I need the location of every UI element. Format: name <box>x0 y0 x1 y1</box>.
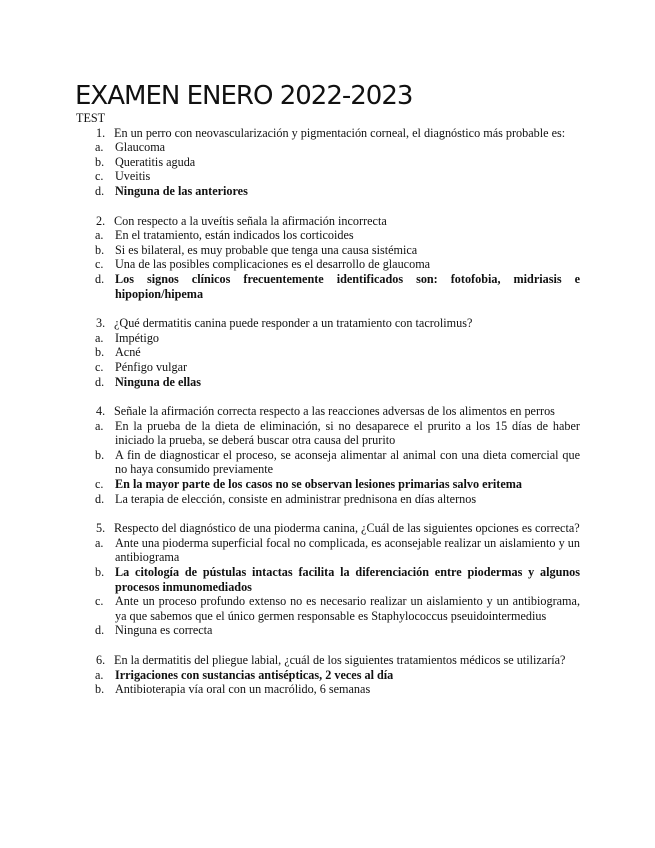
option-letter: c. <box>95 477 104 492</box>
question-number: 1. <box>96 125 106 140</box>
option-text: Los signos clínicos frecuentemente identificados son: fotofobia, midriasis e hipopion/hipema <box>115 271 580 301</box>
option-letter: b. <box>95 565 105 580</box>
spacer <box>76 389 580 404</box>
option-text: Impétigo <box>115 330 160 345</box>
option-d-correct <box>76 375 580 390</box>
option-d-correct <box>76 272 580 301</box>
question-number: 2. <box>96 213 106 228</box>
option-letter: d. <box>95 491 105 506</box>
question-text: En la dermatitis del pliegue labial, ¿cuál de los siguientes tratamientos médicos se utilizaría? <box>114 653 566 667</box>
question-text: Respecto del diagnóstico de una pioderma canina, ¿Cuál de las siguientes opciones es correcta? <box>114 521 580 536</box>
option-letter: c. <box>95 594 104 609</box>
option-c <box>76 169 580 184</box>
question-5-options <box>76 536 580 638</box>
option-text: La citología de pústulas intactas facilita la diferenciación entre piodermas y algunos procesos inmunomediados <box>115 565 580 594</box>
option-b <box>76 448 580 477</box>
option-b <box>76 243 580 258</box>
option-letter: a. <box>95 535 104 550</box>
question-text: En un perro con neovascularización y pigmentación corneal, el diagnóstico más probable es: <box>114 125 566 140</box>
question-4 <box>76 404 580 419</box>
question-2-options <box>76 228 580 301</box>
option-letter: c. <box>95 257 104 272</box>
option-text: La terapia de elección, consiste en administrar prednisona en días alternos <box>115 491 477 506</box>
question-2 <box>76 214 580 229</box>
option-letter: a. <box>95 140 104 155</box>
option-text: Pénfigo vulgar <box>115 359 188 374</box>
question-3 <box>76 316 580 331</box>
option-c <box>76 594 580 623</box>
option-text: Acné <box>115 345 141 360</box>
spacer <box>76 638 580 653</box>
option-text: Ante un proceso profundo extenso no es necesario realizar un aislamiento y un antibiograma, ya que sabemos que el único germen responsable es Staphylococcus pseuidointermedius <box>115 594 580 623</box>
option-c-correct <box>76 477 580 492</box>
option-text: Una de las posibles complicaciones es el desarrollo de glaucoma <box>115 257 431 272</box>
question-number: 4. <box>96 404 106 419</box>
option-c <box>76 257 580 272</box>
spacer <box>76 301 580 316</box>
option-text: En el tratamiento, están indicados los corticoides <box>115 228 354 243</box>
option-letter: a. <box>95 228 104 243</box>
option-letter: b. <box>95 154 105 169</box>
option-a <box>76 140 580 155</box>
option-letter: a. <box>95 667 104 682</box>
option-letter: d. <box>95 623 105 638</box>
question-number: 6. <box>96 653 106 667</box>
option-letter: b. <box>95 447 105 462</box>
option-letter: d. <box>95 374 105 389</box>
option-text: Ninguna de las anteriores <box>115 183 248 198</box>
option-text: Ante una pioderma superficial focal no complicada, es aconsejable realizar un aislamiento y un antibiograma <box>115 535 580 565</box>
option-text: En la prueba de la dieta de eliminación, si no desaparece el prurito a los 15 días de haber iniciado la prueba, se deberá buscar otra causa del prurito <box>115 418 580 448</box>
option-a <box>76 228 580 243</box>
question-number: 3. <box>96 316 106 331</box>
spacer <box>76 199 580 214</box>
option-letter: c. <box>95 359 104 374</box>
option-b-correct <box>76 565 580 594</box>
question-6-options <box>76 668 580 697</box>
option-a <box>76 331 580 346</box>
option-d-correct <box>76 184 580 199</box>
page-title: EXAMEN ENERO 2022-2023 <box>75 81 413 111</box>
option-text: Antibioterapia vía oral con un macrólido, 6 semanas <box>115 682 371 697</box>
option-text: Ninguna es correcta <box>115 623 213 638</box>
option-letter: b. <box>95 682 105 697</box>
option-text: Si es bilateral, es muy probable que tenga una causa sistémica <box>115 242 418 257</box>
option-letter: d. <box>95 183 105 198</box>
option-a <box>76 419 580 448</box>
option-a-correct <box>76 668 580 683</box>
question-number: 5. <box>96 521 106 536</box>
option-letter: a. <box>95 418 104 433</box>
question-1-options <box>76 140 580 198</box>
option-letter: b. <box>95 345 105 360</box>
section-label: TEST <box>76 111 106 125</box>
option-letter: b. <box>95 242 105 257</box>
option-text: Queratitis aguda <box>115 154 196 169</box>
question-1 <box>76 126 580 141</box>
option-text: A fin de diagnosticar el proceso, se aconseja alimentar al animal con una dieta comercial que no haya consumido previamente <box>115 447 580 477</box>
option-text: Glaucoma <box>115 140 166 155</box>
option-letter: c. <box>95 169 104 184</box>
option-letter: a. <box>95 330 104 345</box>
spacer <box>76 506 580 521</box>
option-text: En la mayor parte de los casos no se observan lesiones primarias salvo eritema <box>115 477 523 492</box>
option-b <box>76 682 580 697</box>
option-a <box>76 536 580 565</box>
option-letter: d. <box>95 271 105 286</box>
option-d <box>76 623 580 638</box>
option-text: Irrigaciones con sustancias antisépticas, 2 veces al día <box>115 667 394 682</box>
question-5 <box>76 521 580 536</box>
question-text: ¿Qué dermatitis canina puede responder a un tratamiento con tacrolimus? <box>114 316 473 331</box>
question-text: Señale la afirmación correcta respecto a las reacciones adversas de los alimentos en perros <box>114 404 555 419</box>
option-c <box>76 360 580 375</box>
question-text: Con respecto a la uveítis señala la afirmación incorrecta <box>114 213 387 228</box>
option-b <box>76 155 580 170</box>
option-text: Ninguna de ellas <box>115 374 202 389</box>
option-text: Uveitis <box>115 169 151 184</box>
question-4-options <box>76 419 580 507</box>
question-3-options <box>76 331 580 389</box>
option-b <box>76 345 580 360</box>
exam-content <box>76 111 580 697</box>
question-6 <box>76 653 580 668</box>
option-d <box>76 492 580 507</box>
